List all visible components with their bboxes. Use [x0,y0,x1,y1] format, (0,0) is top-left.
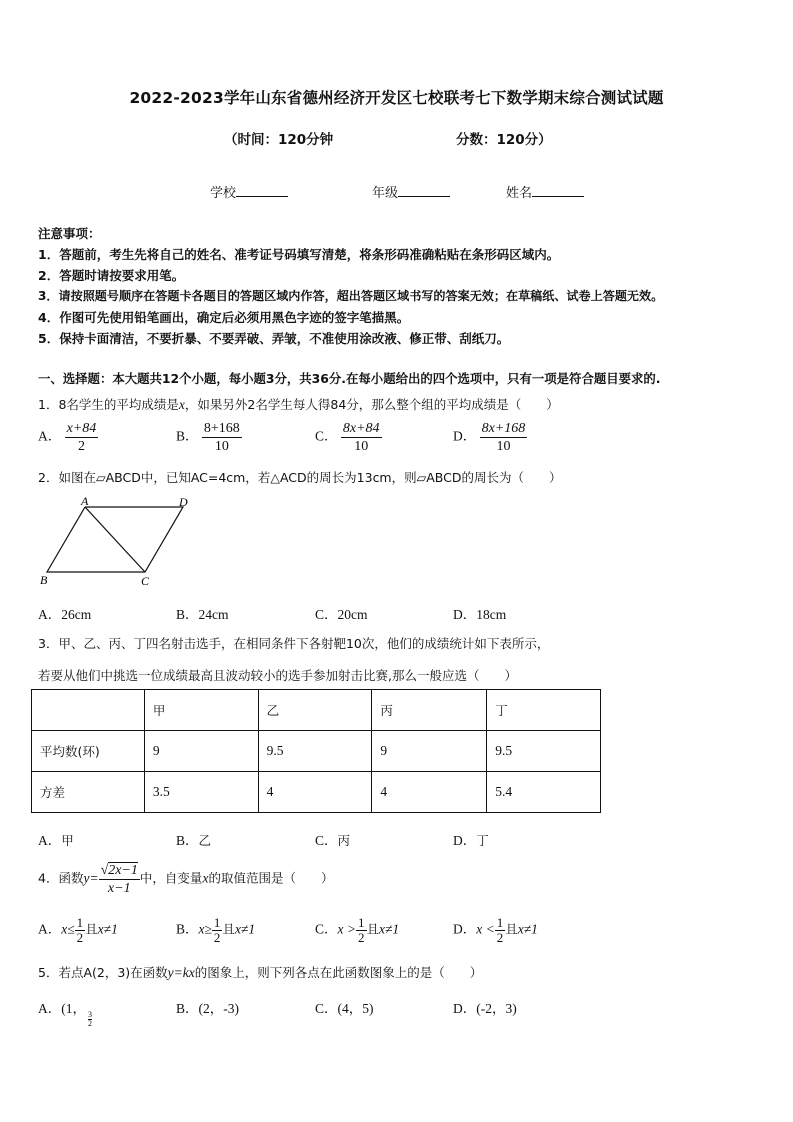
fraction: $\frac{1}{2}$ [213,915,221,945]
fraction: $\frac{8+168}{10}$ [203,421,240,454]
school-blank[interactable] [236,184,288,197]
section-heading: 一、选择题：本大题共12个小题，每小题3分，共36分.在每小题给出的四个选项中，只有一项是符合题目要求的. [38,371,661,386]
vertex-label-b: B [40,573,48,587]
table-cell: 3.5 [144,772,258,813]
q4-option-a[interactable]: A．x≤ $\frac{1}{2}$ 且x≠1 [38,915,118,945]
table-cell: 9.5 [487,731,601,772]
q1-option-c[interactable]: C． $\frac{8x+84}{10}$ [315,421,380,454]
parallelogram-figure [36,496,206,588]
q4-option-d[interactable]: D．x < $\frac{1}{2}$ 且x≠1 [453,915,538,945]
name-label: 姓名 [506,186,533,201]
grade-field[interactable] [372,182,450,201]
fraction: $\frac{1}{2}$ [76,915,84,945]
question-1-stem: 1．8名学生的平均成绩是x，如果另外2名学生每人得84分，那么整个组的平均成绩是（ ） [38,397,559,412]
table-cell: 丁 [487,690,601,731]
function-fraction: $\frac{√2x-1}{x-1}$ [100,863,138,896]
q1-option-b[interactable]: B． $\frac{8+168}{10}$ [176,421,240,454]
q5-option-c[interactable]: C．(4，5) [315,1001,374,1016]
q5-option-b[interactable]: B．(2，-3) [176,1001,240,1016]
table-cell: 9 [372,731,487,772]
notes-heading: 注意事项： [38,226,101,241]
exam-score: 分数：120分） [456,132,552,148]
table-cell: 平均数(环) [32,731,145,772]
grade-blank[interactable] [398,184,450,197]
q2-option-c[interactable]: C．20cm [315,607,368,622]
q2-option-b[interactable]: B．24cm [176,607,229,622]
q5-option-a[interactable]: A．(1， 3 2 [38,1001,92,1028]
table-cell [32,690,145,731]
q1-option-a[interactable]: A． $\frac{x+84}{2}$ [38,421,97,454]
table-cell: 方差 [32,772,145,813]
table-cell: 5.4 [487,772,601,813]
note-item: 5．保持卡面清洁，不要折暴、不要弄破、弄皱，不准使用涂改液、修正带、刮纸刀。 [38,331,510,346]
school-label: 学校 [210,186,237,201]
fraction: $\frac{8x+84}{10}$ [342,421,380,454]
school-field[interactable] [210,182,288,201]
table-cell: 9.5 [258,731,372,772]
q5-option-d[interactable]: D．(-2，3) [453,1001,517,1016]
note-item: 4．作图可先使用铅笔画出，确定后必须用黑色字迹的签字笔描黑。 [38,310,410,325]
diagonal-ac [85,507,145,572]
grade-label: 年级 [372,186,399,201]
fraction: $\frac{x+84}{2}$ [66,421,97,454]
score-table [31,689,601,813]
question-3-stem-line1: 3．甲、乙、丙、丁四名射击选手，在相同条件下各射靶10次，他们的成绩统计如下表所示， [38,636,550,651]
exam-time: （时间：120分钟 [224,132,334,148]
table-cell: 4 [258,772,372,813]
q2-option-a[interactable]: A．26cm [38,607,92,622]
q3-option-b[interactable]: B．乙 [176,833,212,848]
name-blank[interactable] [532,184,584,197]
table-cell: 4 [372,772,487,813]
note-item: 3．请按照题号顺序在答题卡各题目的答题区域内作答，超出答题区域书写的答案无效；在草稿纸、试卷上答题无效。 [38,289,664,303]
table-cell: 9 [144,731,258,772]
q4-option-c[interactable]: C．x > $\frac{1}{2}$ 且x≠1 [315,915,400,945]
note-item: 2．答题时请按要求用笔。 [38,268,185,283]
fraction: $\frac{1}{2}$ [358,915,365,945]
small-fraction: 3 2 [88,1010,92,1028]
table-row [32,731,601,772]
q3-option-a[interactable]: A．甲 [38,833,74,848]
table-row [32,772,601,813]
vertex-label-d: D [179,496,188,509]
q3-option-c[interactable]: C．丙 [315,833,351,848]
question-5-stem: 5．若点A(2，3)在函数y=kx的图象上，则下列各点在此函数图象上的是（ ） [38,965,483,980]
table-cell: 甲 [144,690,258,731]
page-title: 2022-2023学年山东省德州经济开发区七校联考七下数学期末综合测试试题 [129,89,664,107]
vertex-label-c: C [141,574,150,588]
sqrt-symbol: √2x−1 [100,863,138,878]
q3-option-d[interactable]: D．丁 [453,833,489,848]
question-4-stem: 4．函数y= $\frac{√2x-1}{x-1}$ 中，自变量x的取值范围是（ ） [38,863,334,896]
question-3-stem-line2: 若要从他们中挑选一位成绩最高且波动较小的选手参加射击比赛,那么一般应选（ ） [38,668,517,683]
fraction: $\frac{8x+168}{10}$ [481,421,526,454]
fraction: $\frac{1}{2}$ [496,915,504,945]
q1-option-d[interactable]: D． $\frac{8x+168}{10}$ [453,421,526,454]
q2-option-d[interactable]: D．18cm [453,607,507,622]
name-field[interactable] [506,182,584,201]
vertex-label-a: A [81,496,89,508]
question-2-stem: 2．如图在▱ABCD中，已知AC=4cm，若△ACD的周长为13cm，则▱ABCD的周长为（ ） [38,470,562,485]
table-header-row [32,690,601,731]
table-cell: 丙 [372,690,487,731]
table-cell: 乙 [258,690,372,731]
q4-option-b[interactable]: B．x≥ $\frac{1}{2}$ 且x≠1 [176,915,256,945]
note-item: 1．答题前，考生先将自己的姓名、准考证号码填写清楚，将条形码准确粘贴在条形码区域内。 [38,247,560,262]
